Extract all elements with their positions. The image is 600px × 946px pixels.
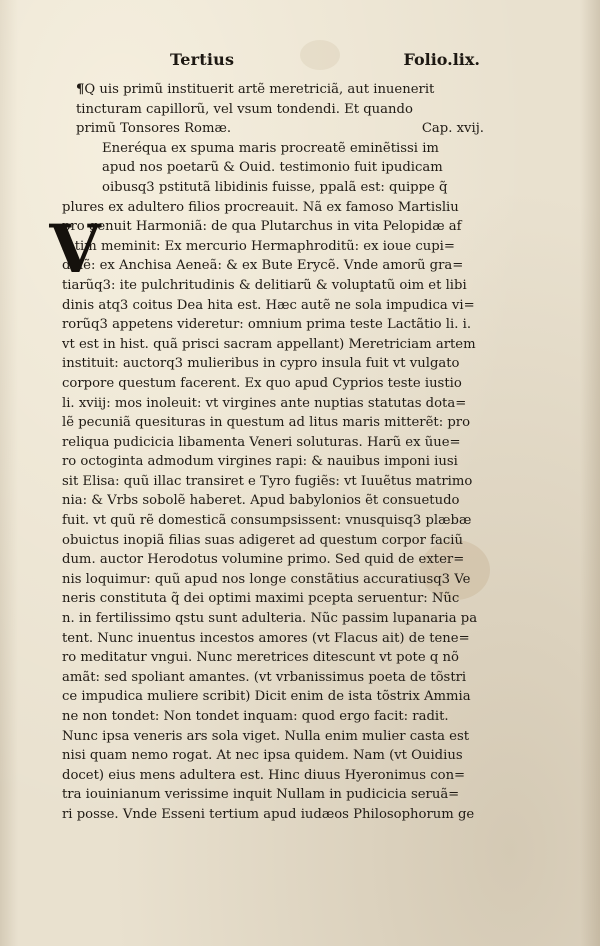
text-line xyxy=(62,766,490,786)
line-text: Eneréqua ex spuma maris procreatẽ eminẽtissi im xyxy=(102,140,439,156)
line-text: tincturam capillorũ, vel vsum tondendi. Et quando xyxy=(76,101,413,117)
line-text: dum. auctor Herodotus volumine primo. Sed quid de exter= xyxy=(62,552,465,568)
text-line xyxy=(62,374,490,394)
line-text: dinẽ: ex Anchisa Aeneã: & ex Bute Erycẽ. Vnde amorũ gra= xyxy=(62,258,464,274)
line-text: apud nos poetarũ & Ouid. testimonio fuit ipudicam xyxy=(102,160,443,176)
text-line xyxy=(62,609,490,629)
text-line xyxy=(62,629,490,649)
text-line xyxy=(62,413,490,433)
text-line xyxy=(62,550,490,570)
line-text: oibusq3 pstitutã libidinis fuisse, ppalã est: quippe q̃ xyxy=(102,179,448,195)
line-text: Nunc ipsa veneris ars sola viget. Nulla enim mulier casta est xyxy=(62,728,470,744)
line-text: nisi quam nemo rogat. At nec ipsa quidem. Nam (vt Ouidius xyxy=(62,748,463,764)
text-line xyxy=(62,178,490,198)
line-text: fatim meminit: Ex mercurio Hermaphroditũ: ex ioue cupi= xyxy=(62,238,455,254)
text-line xyxy=(62,433,490,453)
line-text: amãt: sed spoliant amantes. (vt vrbanissimus poeta de tõstri xyxy=(62,669,467,685)
line-text: Q uis primũ instituerit artẽ meretriciã, aut inuenerit xyxy=(84,82,435,97)
line-text: obuictus inopiã filias suas adigeret ad questum corpor faciũ xyxy=(62,532,463,548)
line-text: ro meditatur vngui. Nunc meretrices ditescunt vt pote q nõ xyxy=(62,650,459,666)
line-text: sit Elisa: quũ illac transiret e Tyro fugiẽs: vt Iuuẽtus matrimo xyxy=(62,473,473,489)
pilcrow-mark: ¶ xyxy=(76,82,85,97)
text-line xyxy=(62,256,490,276)
line-text: pro genuit Harmoniã: de qua Plutarchus in vita Pelopidæ af xyxy=(62,219,462,235)
line-text: ce impudica muliere scribit) Dicit enim de ista tõstrix Ammia xyxy=(62,689,471,705)
text-line xyxy=(62,354,490,374)
text-line xyxy=(62,276,490,296)
line-text: docet) eius mens adultera est. Hinc diuus Hyeronimus con= xyxy=(62,767,466,783)
text-line xyxy=(62,452,490,472)
chapter-number: Cap. xvij. xyxy=(421,121,484,137)
text-line xyxy=(62,315,490,335)
line-text: neris constituta q̃ dei optimi maximi pcepta seruentur: Nũc xyxy=(62,591,460,607)
line-text: rorũq3 appetens videretur: omnium prima teste Lactãtio li. i. xyxy=(62,317,472,333)
line-text: instituit: auctorq3 mulieribus in cypro insula fuit vt vulgato xyxy=(62,356,460,372)
drop-cap-initial: V xyxy=(49,210,101,288)
line-text: ri posse. Vnde Esseni tertium apud iudæos Philosophorum ge xyxy=(62,806,475,822)
text-line xyxy=(62,158,490,178)
text-line xyxy=(62,394,490,414)
text-line xyxy=(62,119,490,139)
line-text: fuit. vt quũ rẽ domesticã consumpsissent: vnusquisq3 plæbæ xyxy=(62,513,472,529)
line-text: li. xviij: mos inoleuit: vt virgines ante nuptias statutas dota= xyxy=(62,395,467,411)
text-line xyxy=(62,668,490,688)
line-text: tiarũq3: ite pulchritudinis & delitiarũ & voluptatũ oim et libi xyxy=(62,277,467,293)
text-line xyxy=(62,727,490,747)
line-text: dinis atq3 coitus Dea hita est. Hæc autẽ ne sola impudica vi= xyxy=(62,297,475,313)
text-line xyxy=(62,687,490,707)
line-text: nis loquimur: quũ apud nos longe constãtius accuratiusq3 Ve xyxy=(62,571,471,587)
text-line xyxy=(62,707,490,727)
line-text: vt est in hist. quã prisci sacram appellant) Meretriciam artem xyxy=(62,336,476,352)
text-line xyxy=(62,80,490,100)
page-header xyxy=(100,46,480,76)
text-line xyxy=(62,491,490,511)
text-line xyxy=(62,335,490,355)
text-line xyxy=(62,805,490,825)
text-line xyxy=(62,100,490,120)
line-text: nia: & Vrbs sobolẽ haberet. Apud babylonios ẽt consuetudo xyxy=(62,493,460,509)
text-line xyxy=(62,511,490,531)
text-line xyxy=(62,570,490,590)
text-block xyxy=(49,80,490,825)
line-text: ro octoginta admodum virgines rapi: & nauibus imponi iusi xyxy=(62,454,458,470)
text-line xyxy=(62,746,490,766)
line-text: reliqua pudicicia libamenta Veneri soluturas. Harũ ex ũue= xyxy=(62,434,461,450)
line-text: plures ex adultero filios procreauit. Nã ex famoso Martisliu xyxy=(62,199,459,215)
text-line xyxy=(62,648,490,668)
folio-number: Folio.lix. xyxy=(403,50,480,69)
running-head: Tertius xyxy=(170,50,235,69)
text-line xyxy=(62,296,490,316)
line-text: n. in fertilissimo qstu sunt adulteria. Nũc passim lupanaria pa xyxy=(62,611,478,627)
text-line xyxy=(62,198,490,218)
text-line xyxy=(62,531,490,551)
line-text: corpore questum facerent. Ex quo apud Cyprios teste iustio xyxy=(62,375,462,391)
text-line xyxy=(62,589,490,609)
line-text: tent. Nunc inuentus incestos amores (vt Flacus ait) de tene= xyxy=(62,630,470,646)
text-line xyxy=(62,237,490,257)
line-text: primũ Tonsores Romæ. xyxy=(76,121,232,137)
text-line xyxy=(62,217,490,237)
text-line xyxy=(62,785,490,805)
line-text: tra iouinianum verissime inquit Nullam in pudicicia seruã= xyxy=(62,787,460,803)
line-text: ne non tondet: Non tondet inquam: quod ergo facit: radit. xyxy=(62,709,449,724)
text-line xyxy=(62,472,490,492)
line-text: lẽ pecuniã quesituras in questum ad litus maris mitterẽt: pro xyxy=(62,415,471,431)
text-line xyxy=(62,139,490,159)
